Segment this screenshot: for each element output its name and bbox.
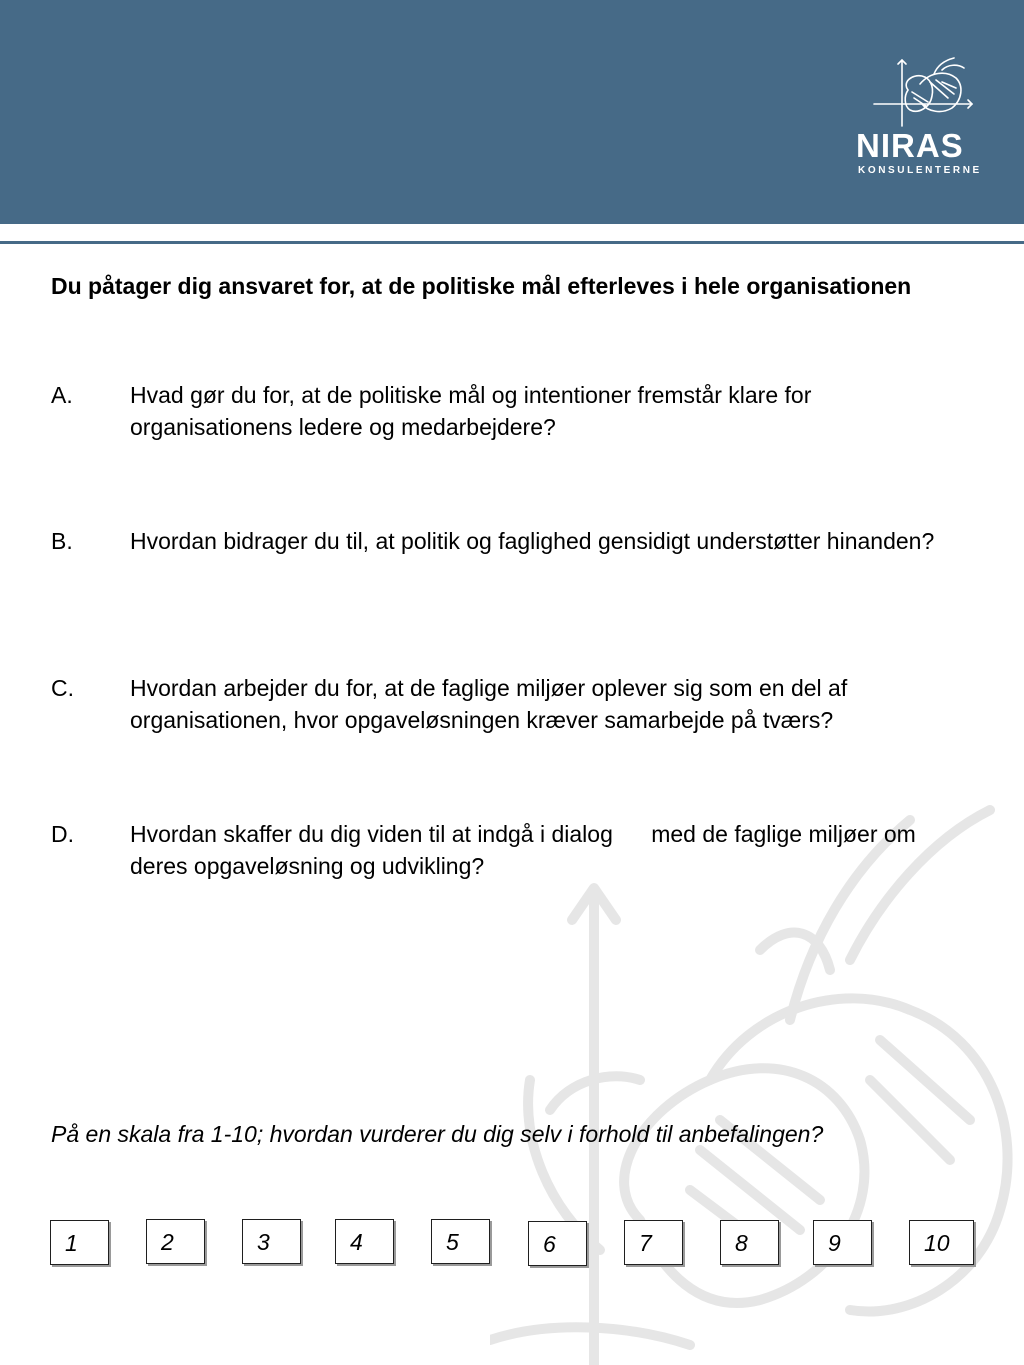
rating-label: 2: [161, 1229, 174, 1255]
rating-label: 8: [735, 1230, 748, 1256]
question-text: Hvordan bidrager du til, at politik og faglighed gensidigt understøtter hinanden?: [130, 528, 935, 554]
brand-name: NIRAS: [856, 127, 964, 164]
rating-label: 6: [543, 1231, 556, 1257]
rating-label: 10: [924, 1230, 950, 1256]
question-letter: D.: [51, 821, 74, 847]
page-title: Du påtager dig ansvaret for, at de politiske mål efterleves i hele organisationen: [51, 273, 912, 299]
rating-option-9[interactable]: [813, 1220, 872, 1265]
rating-option-2[interactable]: [146, 1219, 205, 1264]
scale-prompt: På en skala fra 1-10; hvordan vurderer du dig selv i forhold til anbefalingen?: [51, 1121, 824, 1147]
brand-subtitle: KONSULENTERNE: [858, 165, 982, 176]
rating-label: 9: [828, 1230, 841, 1256]
fruit-sketch-icon: [872, 52, 976, 128]
rating-label: 3: [257, 1229, 270, 1255]
rating-option-5[interactable]: [431, 1219, 490, 1264]
rating-option-1[interactable]: [50, 1220, 109, 1265]
rating-label: 5: [446, 1229, 459, 1255]
rating-option-10[interactable]: [909, 1220, 974, 1265]
question-text: Hvordan skaffer du dig viden til at indgå i dialog med de faglige miljøer om deres opgaveløsning og udvikling?: [130, 821, 923, 879]
rating-option-3[interactable]: [242, 1219, 301, 1264]
rating-option-6[interactable]: [528, 1221, 587, 1266]
niras-logo: [852, 48, 1004, 188]
header-divider: [0, 241, 1024, 244]
rating-option-7[interactable]: [624, 1220, 683, 1265]
question-letter: B.: [51, 528, 73, 554]
rating-label: 1: [65, 1230, 78, 1256]
rating-option-8[interactable]: [720, 1220, 779, 1265]
question-text: Hvordan arbejder du for, at de faglige miljøer oplever sig som en del af organisationen, hvor opgaveløsningen kræver samarbejde på tværs?: [130, 675, 854, 733]
rating-option-4[interactable]: [335, 1219, 394, 1264]
rating-label: 4: [350, 1229, 363, 1255]
rating-label: 7: [639, 1230, 652, 1256]
question-letter: A.: [51, 382, 73, 408]
question-text: Hvad gør du for, at de politiske mål og intentioner fremstår klare for organisationens ledere og medarbejdere?: [130, 382, 818, 440]
question-letter: C.: [51, 675, 74, 701]
